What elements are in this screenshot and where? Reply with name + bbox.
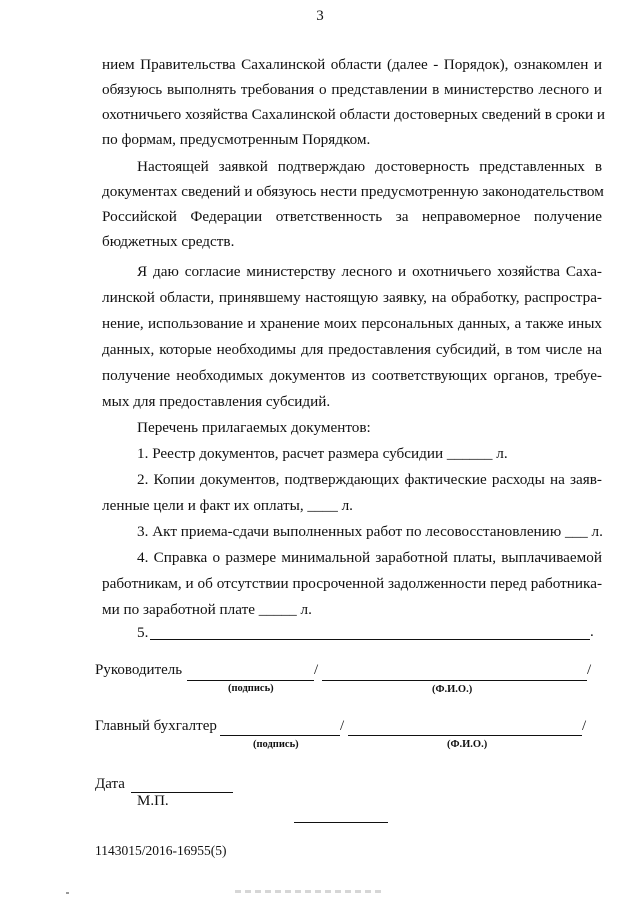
page-number: 3: [316, 8, 324, 24]
accountant-slash: /: [340, 718, 345, 734]
head-slash: /: [314, 662, 319, 678]
text-line: работникам, и об отсутствии просроченной задолженности перед работника-: [102, 575, 602, 592]
text-line: линской области, принявшему настоящую заявку, на обработку, распростра-: [102, 289, 602, 306]
head-signature-line: [187, 680, 314, 681]
text-line: 3. Акт приема-сдачи выполненных работ по лесовосстановлению ___ л.: [137, 523, 603, 540]
text-line: 4. Справка о размере минимальной заработной платы, выплачиваемой: [137, 549, 602, 566]
text-line: 2. Копии документов, подтверждающих фактические расходы на заяв-: [137, 471, 602, 488]
item-5-end: .: [590, 624, 594, 640]
text-line: ми по заработной плате _____ л.: [102, 601, 312, 618]
head-label: Руководитель: [95, 662, 183, 678]
text-line: Российской Федерации ответственность за неправомерное получение: [102, 208, 602, 225]
text-line: ленные цели и факт их оплаты, ____ л.: [102, 497, 353, 514]
accountant-signature-line: [220, 735, 340, 736]
accountant-name-line: [348, 735, 582, 736]
text-line: получение необходимых документов из соответствующих органов, требуе-: [102, 367, 602, 384]
text-line: нием Правительства Сахалинской области (далее - Порядок), ознакомлен и: [102, 56, 602, 73]
separator-line: [294, 822, 388, 823]
text-line: по формам, предусмотренным Порядком.: [102, 131, 371, 148]
text-line: нение, использование и хранение моих персональных данных, а также иных: [102, 315, 602, 332]
head-name-caption: (Ф.И.О.): [432, 684, 473, 695]
text-line: Я даю согласие министерству лесного и охотничьего хозяйства Саха-: [137, 263, 602, 280]
text-line: мых для предоставления субсидий.: [102, 393, 331, 410]
date-label: Дата: [95, 776, 125, 792]
accountant-slash-end: /: [582, 718, 587, 734]
text-line: документах сведений и обязуюсь нести предусмотренную законодательством: [102, 183, 604, 200]
head-signature-caption: (подпись): [228, 683, 274, 694]
left-scan-speck: [66, 892, 69, 894]
item-5-blank-line: [150, 639, 590, 640]
text-line: бюджетных средств.: [102, 233, 235, 250]
stamp-label: М.П.: [137, 793, 169, 809]
text-line: Настоящей заявкой подтверждаю достоверность представленных в: [137, 158, 602, 175]
document-number: 1143015/2016-16955(5): [95, 843, 227, 858]
text-line: Перечень прилагаемых документов:: [137, 419, 371, 436]
bottom-scan-artifact: [235, 890, 385, 893]
text-line: данных, которые необходимы для предоставления субсидий, в том числе на: [102, 341, 602, 358]
accountant-signature-caption: (подпись): [253, 739, 299, 750]
text-line: 1. Реестр документов, расчет размера субсидии ______ л.: [137, 445, 508, 462]
text-line: охотничьего хозяйства Сахалинской области достоверных сведений в сроки и: [102, 106, 606, 123]
accountant-label: Главный бухгалтер: [95, 718, 217, 734]
item-5-number: 5.: [137, 624, 149, 641]
head-name-line: [322, 680, 587, 681]
head-slash-end: /: [587, 662, 592, 678]
text-line: обязуюсь выполнять требования о представлении в министерство лесного и: [102, 81, 602, 98]
accountant-name-caption: (Ф.И.О.): [447, 739, 488, 750]
